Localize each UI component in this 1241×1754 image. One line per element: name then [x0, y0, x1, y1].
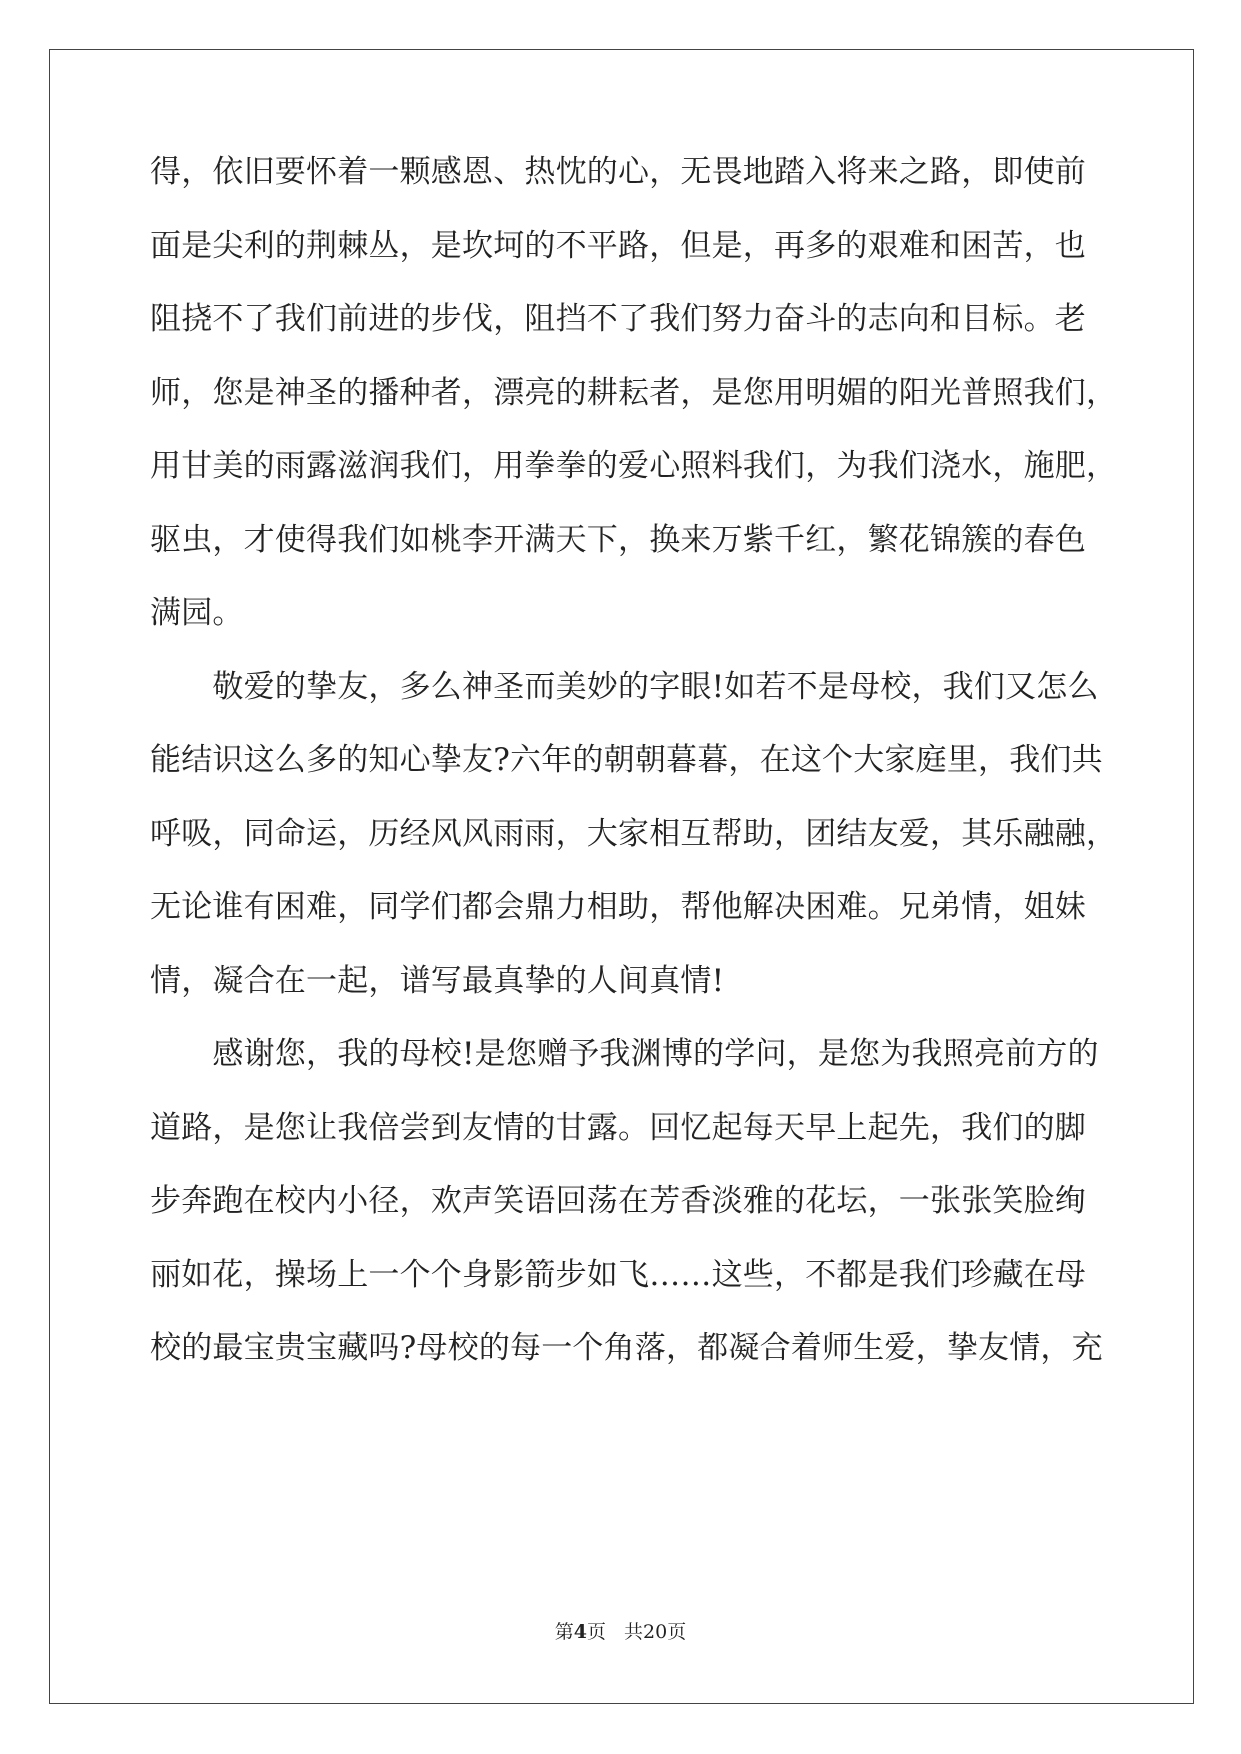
text-line: 阻挠不了我们前进的步伐，阻挡不了我们努力奋斗的志向和目标。老	[150, 301, 1086, 337]
text-line: 感谢您，我的母校!是您赠予我渊博的学问，是您为我照亮前方的	[150, 1036, 1099, 1072]
total-pages: 20	[643, 1621, 668, 1643]
text-line: 得，依旧要怀着一颗感恩、热忱的心，无畏地踏入将来之路，即使前	[150, 154, 1086, 190]
page-border	[49, 49, 1194, 1704]
text-line: 师，您是神圣的播种者，漂亮的耕耘者，是您用明媚的阳光普照我们，	[150, 375, 1118, 411]
text-line: 丽如花，操场上一个个身影箭步如飞……这些，不都是我们珍藏在母	[150, 1257, 1086, 1293]
text-line: 道路，是您让我倍尝到友情的甘露。回忆起每天早上起先，我们的脚	[150, 1110, 1086, 1146]
text-line: 情，凝合在一起，谱写最真挚的人间真情!	[150, 963, 725, 999]
page-total: 共20页	[624, 1621, 687, 1643]
text-line: 满园。	[150, 595, 244, 631]
text-line: 校的最宝贵宝藏吗?母校的每一个角落，都凝合着师生爱，挚友情，充	[150, 1330, 1103, 1366]
text-line: 敬爱的挚友，多么神圣而美妙的字眼!如若不是母校，我们又怎么	[150, 669, 1099, 705]
text-line: 无论谁有困难，同学们都会鼎力相助，帮他解决困难。兄弟情，姐妹	[150, 889, 1086, 925]
text-line: 面是尖利的荆棘丛，是坎坷的不平路，但是，再多的艰难和困苦，也	[150, 228, 1086, 264]
page-footer	[0, 1620, 1241, 1644]
text-line: 呼吸，同命运，历经风风雨雨，大家相互帮助，团结友爱，其乐融融，	[150, 816, 1118, 852]
page-number: 第4页	[554, 1621, 607, 1643]
text-line: 驱虫，才使得我们如桃李开满天下，换来万紫千红，繁花锦簇的春色	[150, 522, 1086, 558]
current-page: 4	[573, 1621, 587, 1643]
text-line: 步奔跑在校内小径，欢声笑语回荡在芳香淡雅的花坛，一张张笑脸绚	[150, 1183, 1086, 1219]
text-line: 能结识这么多的知心挚友?六年的朝朝暮暮，在这个大家庭里，我们共	[150, 742, 1103, 778]
text-line: 用甘美的雨露滋润我们，用拳拳的爱心照料我们，为我们浇水，施肥，	[150, 448, 1118, 484]
